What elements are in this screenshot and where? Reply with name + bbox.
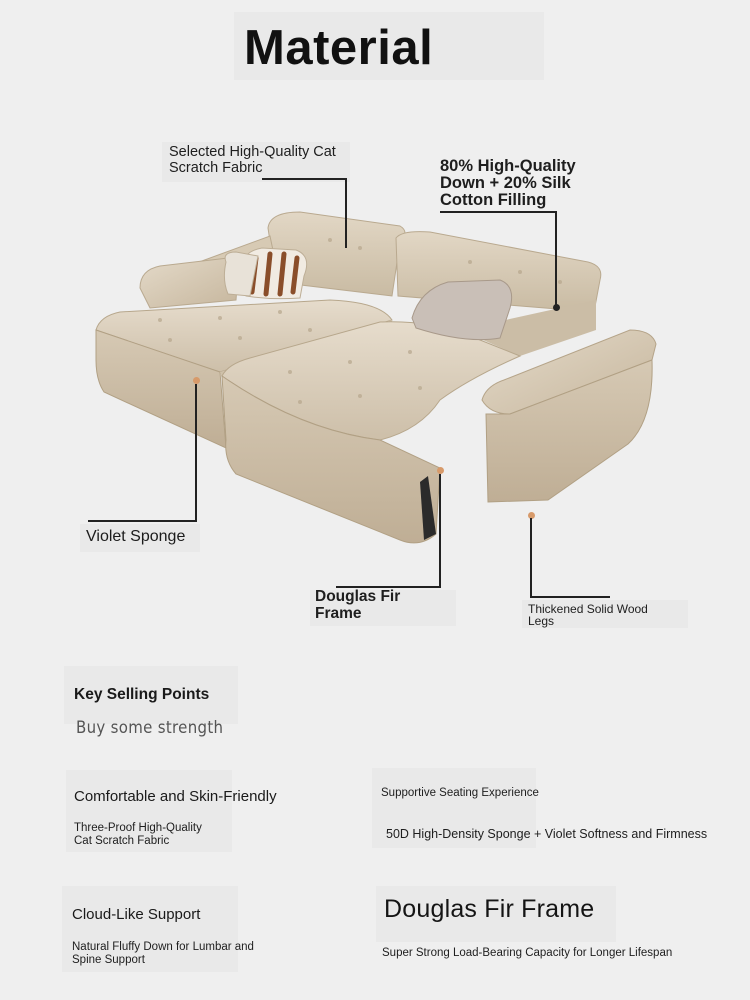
point-supportive-body: 50D High-Density Sponge + Violet Softness and Firmness	[386, 827, 708, 841]
leader-line-legs-vertical	[530, 518, 532, 598]
point-comfortable-body	[74, 822, 202, 848]
callout-filling-line-3: Cotton Filling	[440, 191, 547, 209]
callout-legs-line-1: Thickened Solid Wood	[528, 602, 648, 616]
callout-legs	[528, 603, 648, 627]
leader-line-filling	[440, 211, 556, 213]
leader-line-frame-vertical	[439, 474, 441, 588]
leader-line-fabric	[262, 178, 346, 180]
leader-line-sponge	[88, 520, 196, 522]
point-comfortable-body-line-1: Three-Proof High-Quality	[74, 822, 202, 834]
marker-dot-frame	[437, 467, 444, 474]
page-title: Material	[244, 21, 434, 75]
callout-filling	[440, 158, 576, 209]
callout-filling-line-2: Down + 20% Silk	[440, 174, 571, 192]
selling-points-subheading: Buy some strength	[76, 716, 224, 738]
point-comfortable-body-line-2: Cat Scratch Fabric	[74, 835, 170, 847]
leader-line-legs	[530, 596, 610, 598]
callout-legs-line-2: Legs	[528, 614, 555, 628]
point-cloud-body-line-1: Natural Fluffy Down for Lumbar and	[72, 941, 254, 953]
leader-line-sponge-vertical	[195, 384, 197, 522]
leader-line-filling-vertical	[555, 211, 557, 307]
point-supportive-title: Supportive Seating Experience	[381, 787, 539, 799]
selling-points-heading: Key Selling Points	[74, 686, 210, 703]
callout-fabric-line-2: Scratch Fabric	[169, 160, 263, 176]
point-cloud-body-line-2: Spine Support	[72, 954, 145, 966]
callout-frame-line-1: Douglas Fir	[315, 588, 401, 605]
point-comfortable-title: Comfortable and Skin-Friendly	[74, 788, 277, 805]
callout-filling-line-1: 80% High-Quality	[440, 157, 576, 175]
leader-line-fabric-vertical	[345, 178, 347, 248]
callout-fabric-line-1: Selected High-Quality Cat	[169, 144, 336, 160]
callout-frame-line-2: Frame	[315, 605, 362, 622]
marker-dot-sponge	[193, 377, 200, 384]
point-cloud-body	[72, 941, 254, 967]
callout-frame	[315, 588, 400, 622]
callout-sponge: Violet Sponge	[86, 528, 186, 545]
marker-dot-filling	[553, 304, 560, 311]
point-frame-body: Super Strong Load-Bearing Capacity for Longer Lifespan	[382, 947, 673, 959]
point-frame-title: Douglas Fir Frame	[384, 895, 595, 923]
point-cloud-title: Cloud-Like Support	[72, 906, 201, 923]
callout-fabric	[169, 144, 336, 176]
